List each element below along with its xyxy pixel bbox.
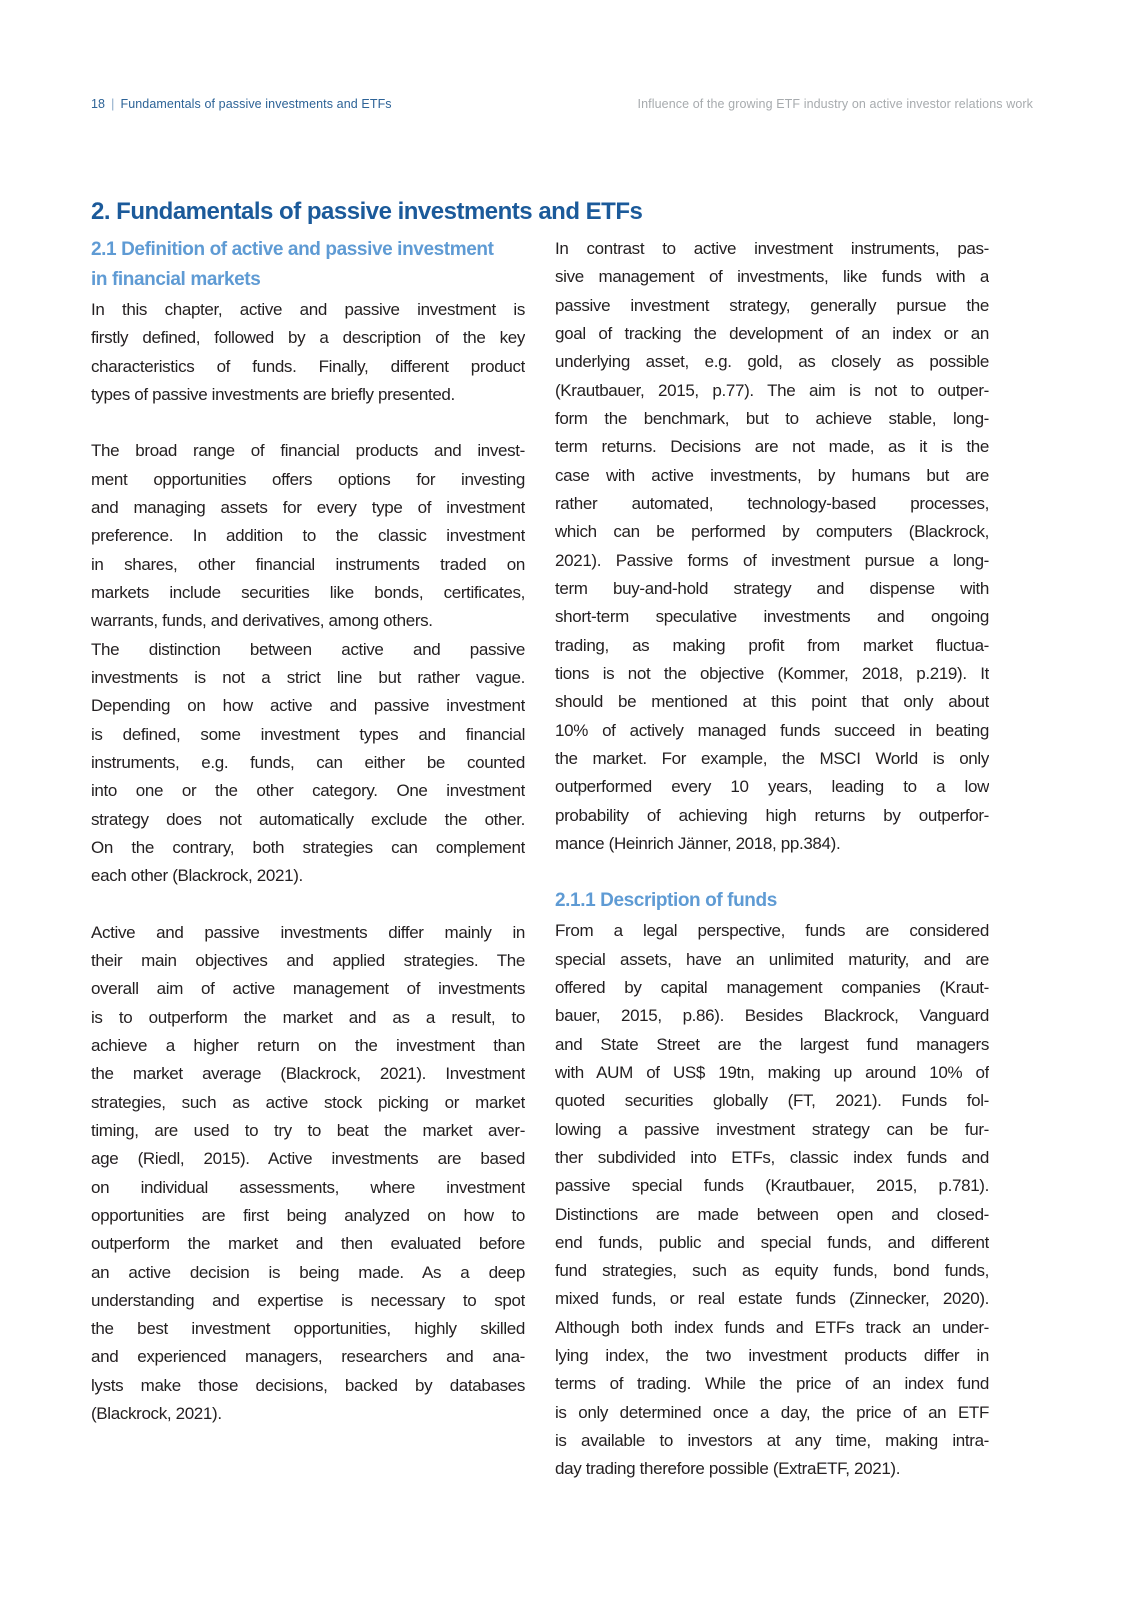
body-line: with AUM of US$ 19tn, making up around 10% of	[555, 1062, 989, 1082]
body-line: (Blackrock, 2021).	[91, 1404, 222, 1424]
page-number: 18	[91, 97, 106, 111]
body-line: Active and passive investments differ mainly in	[91, 922, 525, 942]
body-line: Depending on how active and passive investment	[91, 696, 525, 716]
body-line: In this chapter, active and passive investment is	[91, 300, 525, 319]
body-line: On the contrary, both strategies can complement	[91, 837, 525, 857]
body-line: lying index, the two investment products differ in	[555, 1346, 989, 1366]
body-line: term returns. Decisions are not made, as it is the	[555, 437, 989, 457]
body-line: markets include securities like bonds, certificates,	[91, 582, 525, 602]
body-line: mance (Heinrich Jänner, 2018, pp.384).	[555, 833, 841, 853]
paragraph	[91, 296, 525, 409]
body-line: investments is not a strict line but rather vague.	[91, 667, 525, 687]
body-line: end funds, public and special funds, and different	[555, 1232, 989, 1252]
body-line: instruments, e.g. funds, can either be counted	[91, 752, 525, 772]
subheading-line: in financial markets	[91, 269, 261, 290]
body-line: the market average (Blackrock, 2021). Investment	[91, 1064, 525, 1084]
paragraph	[555, 235, 989, 858]
section-subheading	[555, 886, 989, 916]
body-line: each other (Blackrock, 2021).	[91, 866, 303, 886]
body-line: overall aim of active management of investments	[91, 979, 525, 999]
body-line: rather automated, technology-based processes,	[555, 493, 989, 513]
body-line: From a legal perspective, funds are considered	[555, 921, 989, 941]
body-line: their main objectives and applied strategies. The	[91, 950, 525, 970]
body-line: 2021). Passive forms of investment pursue a long-	[555, 550, 989, 570]
body-line: on individual assessments, where investment	[91, 1177, 525, 1197]
body-line: day trading therefore possible (ExtraETF, 2021).	[555, 1459, 901, 1479]
header-left	[91, 96, 392, 112]
body-line: trading, as making profit from market fluctua-	[555, 635, 989, 655]
subheading-line: 2.1.1 Description of funds	[555, 890, 777, 912]
body-line: achieve a higher return on the investment than	[91, 1035, 525, 1055]
body-line: is defined, some investment types and financial	[91, 724, 525, 744]
body-line: goal of tracking the development of an index or an	[555, 323, 989, 343]
body-line: firstly defined, followed by a description of the key	[91, 328, 525, 348]
section-subheading	[91, 235, 525, 295]
body-line: outperform the market and then evaluated before	[91, 1234, 525, 1254]
body-line: types of passive investments are briefly presented.	[91, 384, 455, 404]
body-line: understanding and expertise is necessary to spot	[91, 1290, 525, 1310]
body-line: characteristics of funds. Finally, different product	[91, 356, 525, 376]
body-line: warrants, funds, and derivatives, among others.	[91, 611, 433, 631]
body-line: case with active investments, by humans but are	[555, 465, 989, 485]
body-line: opportunities are first being analyzed on how to	[91, 1205, 525, 1225]
body-line: is only determined once a day, the price of an ETF	[555, 1402, 989, 1422]
body-line: the market. For example, the MSCI World is only	[555, 748, 989, 768]
body-line: quoted securities globally (FT, 2021). Funds fol-	[555, 1091, 989, 1111]
right-column	[555, 235, 989, 1484]
body-line: probability of achieving high returns by outperfor-	[555, 805, 989, 825]
body-line: strategy does not automatically exclude the other.	[91, 809, 525, 829]
two-column-layout	[91, 235, 989, 1484]
body-line: mixed funds, or real estate funds (Zinnecker, 2020).	[555, 1289, 989, 1309]
chapter-title: 2. Fundamentals of passive investments and ETFs	[91, 198, 643, 225]
header-section-title: Fundamentals of passive investments and ETFs	[120, 97, 392, 111]
body-line: and experienced managers, researchers and ana-	[91, 1347, 525, 1367]
paragraph	[91, 919, 525, 1429]
body-line: offered by capital management companies (Kraut-	[555, 977, 989, 997]
body-line: should be mentioned at this point that only about	[555, 692, 989, 712]
chapter-content	[91, 197, 989, 1484]
body-line: preference. In addition to the classic investment	[91, 526, 525, 546]
body-line: form the benchmark, but to achieve stable, long-	[555, 408, 989, 428]
page-header	[91, 96, 1033, 112]
body-line: fund strategies, such as equity funds, bond funds,	[555, 1261, 989, 1281]
body-line: The broad range of financial products and invest-	[91, 441, 525, 461]
left-column	[91, 235, 525, 1428]
body-line: lysts make those decisions, backed by databases	[91, 1375, 525, 1395]
body-line: is available to investors at any time, making intra-	[555, 1431, 989, 1451]
body-line: terms of trading. While the price of an index fund	[555, 1374, 989, 1394]
body-line: The distinction between active and passive	[91, 639, 525, 659]
header-divider: |	[111, 97, 115, 111]
body-line: passive special funds (Krautbauer, 2015, p.781).	[555, 1176, 989, 1196]
body-line: outperformed every 10 years, leading to a low	[555, 777, 989, 797]
body-line: is to outperform the market and as a result, to	[91, 1007, 525, 1027]
body-line: and managing assets for every type of investment	[91, 497, 525, 517]
body-line: into one or the other category. One investment	[91, 781, 525, 801]
body-line: ment opportunities offers options for investing	[91, 469, 525, 489]
body-line: strategies, such as active stock picking or market	[91, 1092, 525, 1112]
body-line: passive investment strategy, generally pursue the	[555, 295, 989, 315]
body-line: Although both index funds and ETFs track an under-	[555, 1317, 989, 1337]
body-line: Distinctions are made between open and closed-	[555, 1204, 989, 1224]
body-line: underlying asset, e.g. gold, as closely as possible	[555, 352, 989, 372]
body-line: short-term speculative investments and ongoing	[555, 607, 989, 627]
body-line: ther subdivided into ETFs, classic index funds and	[555, 1147, 989, 1167]
body-line: 10% of actively managed funds succeed in beating	[555, 720, 989, 740]
header-running-title: Influence of the growing ETF industry on active investor relations work	[637, 97, 1033, 111]
body-line: age (Riedl, 2015). Active investments are based	[91, 1149, 525, 1169]
body-line: special assets, have an unlimited maturity, and are	[555, 949, 989, 969]
paragraph	[91, 437, 525, 635]
paragraph	[555, 917, 989, 1484]
body-line: and State Street are the largest fund managers	[555, 1034, 989, 1054]
body-line: bauer, 2015, p.86). Besides Blackrock, Vanguard	[555, 1006, 989, 1026]
body-line: sive management of investments, like funds with a	[555, 267, 989, 287]
subheading-line: 2.1 Definition of active and passive investment	[91, 239, 494, 260]
body-line: timing, are used to try to beat the market aver-	[91, 1120, 525, 1140]
body-line: the best investment opportunities, highly skilled	[91, 1319, 525, 1339]
body-line: which can be performed by computers (Blackrock,	[555, 522, 989, 542]
body-line: In contrast to active investment instruments, pas-	[555, 239, 989, 258]
body-line: (Krautbauer, 2015, p.77). The aim is not to outper-	[555, 380, 989, 400]
paragraph	[91, 636, 525, 891]
body-line: in shares, other financial instruments traded on	[91, 554, 525, 574]
body-line: lowing a passive investment strategy can be fur-	[555, 1119, 989, 1139]
body-line: an active decision is being made. As a deep	[91, 1262, 525, 1282]
body-line: tions is not the objective (Kommer, 2018, p.219). It	[555, 663, 989, 683]
body-line: term buy-and-hold strategy and dispense with	[555, 578, 989, 598]
